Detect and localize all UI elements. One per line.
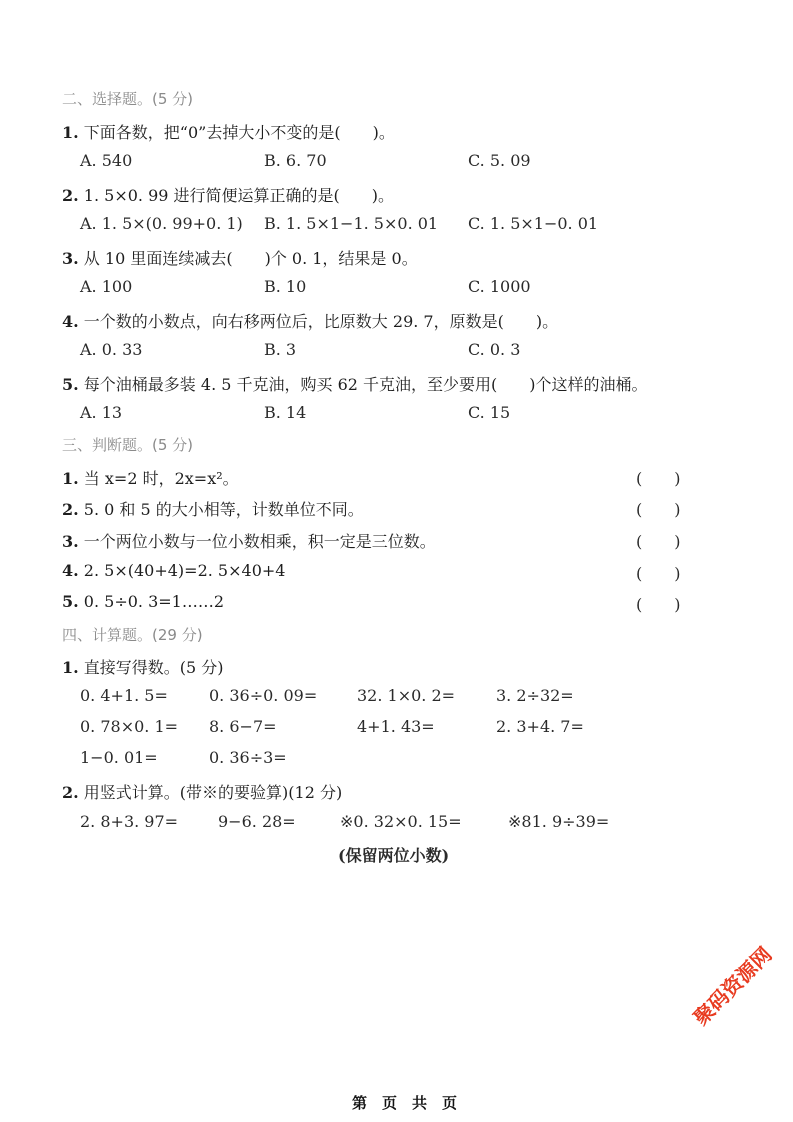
question-number: 1. [62,123,79,142]
question-text: 0. 5÷0. 3=1……2 [83,592,225,611]
option-b: B. 14 [264,403,307,422]
option-a: A. 0. 33 [80,340,143,359]
choice-q2 [62,183,394,206]
question-text: 一个数的小数点，向右移两位后，比原数大 29. 7，原数是( )。 [83,312,559,331]
vertical-calc-item: ※0. 32×0. 15= [340,812,462,831]
calc-item: 1−0. 01= [80,748,158,767]
option-c: C. 1. 5×1−0. 01 [468,214,599,233]
question-number: 5. [62,375,79,394]
calc-item: 4+1. 43= [357,717,435,736]
option-c: C. 5. 09 [468,151,531,170]
watermark-logo: 聚码资源网 [688,942,777,1030]
calc-item: 0. 36÷0. 09= [209,686,318,705]
judge-q5 [62,592,224,611]
judge-q1 [62,466,239,489]
choice-q1 [62,120,395,143]
question-text: 下面各数，把“0”去掉大小不变的是( )。 [83,123,395,142]
option-a: A. 1. 5×(0. 99+0. 1) [80,214,243,233]
option-b: B. 1. 5×1−1. 5×0. 01 [264,214,439,233]
answer-parentheses[interactable]: ( ) [636,532,681,551]
choice-q5 [62,372,648,395]
option-c: C. 1000 [468,277,531,296]
calc-item: 0. 78×0. 1= [80,717,179,736]
judge-q2 [62,497,364,520]
option-a: A. 13 [80,403,123,422]
option-c: C. 15 [468,403,511,422]
question-number: 2. [62,500,79,519]
calc-item: 0. 36÷3= [209,748,287,767]
calc-part2-heading [62,780,342,803]
vertical-calc-item: 2. 8+3. 97= [80,812,179,831]
section-title-judgement: 三、判断题。(5 分) [62,436,194,454]
answer-parentheses[interactable]: ( ) [636,500,681,519]
answer-parentheses[interactable]: ( ) [636,564,681,583]
option-b: B. 10 [264,277,307,296]
answer-parentheses[interactable]: ( ) [636,469,681,488]
question-number: 4. [62,312,79,331]
question-number: 4. [62,561,79,580]
option-a: A. 540 [80,151,133,170]
question-number: 2. [62,783,79,802]
question-number: 5. [62,592,79,611]
calc-item: 2. 3+4. 7= [496,717,584,736]
section-title-calculation: 四、计算题。(29 分) [62,626,203,644]
judge-q4 [62,561,285,580]
question-text: 用竖式计算。(带※的要验算)(12 分) [83,783,343,802]
calc-item: 3. 2÷32= [496,686,574,705]
choice-q3 [62,246,418,269]
vertical-calc-item: 9−6. 28= [218,812,296,831]
page-footer: 第 页 共 页 [352,1094,458,1112]
calc-part1-heading [62,655,224,678]
calc-item: 0. 4+1. 5= [80,686,168,705]
question-number: 1. [62,658,79,677]
question-text: 1. 5×0. 99 进行简便运算正确的是( )。 [83,186,395,205]
question-number: 3. [62,249,79,268]
question-text: 一个两位小数与一位小数相乘，积一定是三位数。 [83,532,436,551]
question-text: 从 10 里面连续减去( )个 0. 1，结果是 0。 [83,249,418,268]
judge-q3 [62,529,436,552]
calc-item: 32. 1×0. 2= [357,686,456,705]
calc-item: 8. 6−7= [209,717,277,736]
option-b: B. 3 [264,340,297,359]
answer-parentheses[interactable]: ( ) [636,595,681,614]
question-text: 每个油桶最多装 4. 5 千克油，购买 62 千克油，至少要用( )个这样的油桶。 [83,375,648,394]
rounding-note: (保留两位小数) [338,846,450,865]
question-text: 2. 5×(40+4)=2. 5×40+4 [83,561,286,580]
question-number: 3. [62,532,79,551]
question-text: 当 x=2 时，2x=x²。 [83,469,239,488]
question-number: 2. [62,186,79,205]
vertical-calc-item: ※81. 9÷39= [508,812,610,831]
option-c: C. 0. 3 [468,340,521,359]
section-title-choice: 二、选择题。(5 分) [62,90,194,108]
question-text: 直接写得数。(5 分) [83,658,224,677]
choice-q4 [62,309,558,332]
option-a: A. 100 [80,277,133,296]
question-text: 5. 0 和 5 的大小相等，计数单位不同。 [83,500,364,519]
option-b: B. 6. 70 [264,151,327,170]
question-number: 1. [62,469,79,488]
